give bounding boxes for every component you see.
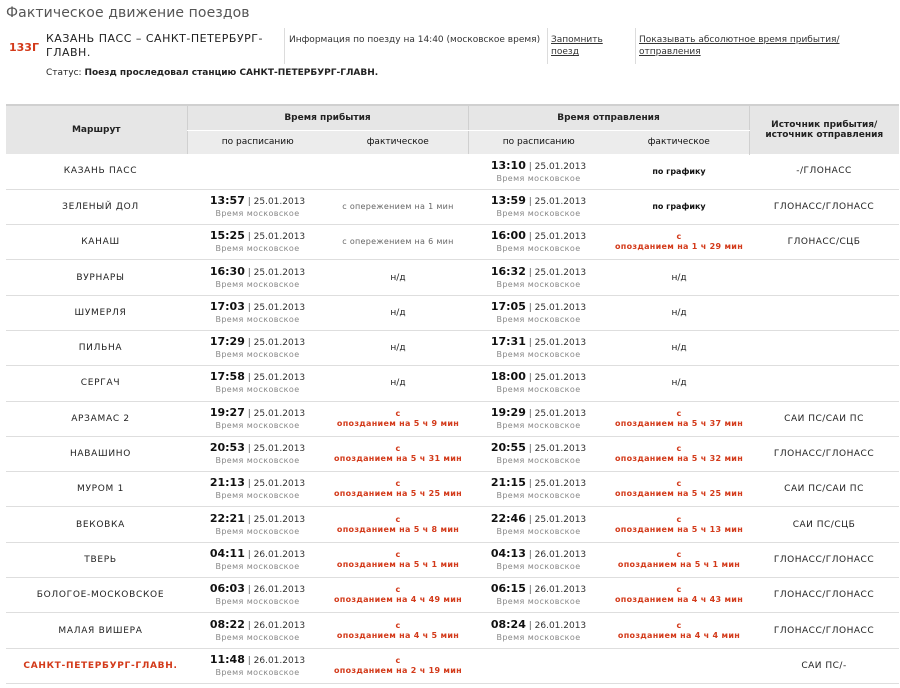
dep-scheduled-date: 25.01.2013 xyxy=(534,514,587,525)
dep-scheduled-cell xyxy=(468,330,609,365)
source-cell xyxy=(749,260,899,295)
arr-delay-value: опозданием на 5 ч 1 мин xyxy=(336,559,460,569)
status-label: Статус: xyxy=(46,68,82,78)
source-cell: ГЛОНАСС/ГЛОНАСС xyxy=(749,578,899,613)
source-cell: САИ ПС/- xyxy=(749,648,899,683)
dep-scheduled-cell xyxy=(468,366,609,401)
arr-actual-cell xyxy=(328,366,468,401)
dep-actual-cell xyxy=(609,295,749,330)
dep-delay-value: опозданием на 4 ч 4 мин xyxy=(617,630,741,640)
separator: | xyxy=(244,444,254,455)
arr-scheduled-date: 26.01.2013 xyxy=(253,655,306,666)
arr-scheduled-cell xyxy=(187,542,328,577)
dep-scheduled-cell xyxy=(468,225,609,260)
moscow-time-note: Время московское xyxy=(496,491,581,501)
station-name: ШУМЕРЛЯ xyxy=(6,295,187,330)
dep-scheduled-date: 25.01.2013 xyxy=(534,232,587,243)
station-name: ВУРНАРЫ xyxy=(6,260,187,295)
train-status xyxy=(46,68,378,78)
separator: | xyxy=(525,373,535,384)
dep-actual-cell xyxy=(609,401,749,436)
station-name: БОЛОГОЕ-МОСКОВСКОЕ xyxy=(6,578,187,613)
arr-delay-value: опозданием на 4 ч 5 мин xyxy=(336,630,460,640)
dep-scheduled-cell xyxy=(468,401,609,436)
moscow-time-note: Время московское xyxy=(496,279,581,289)
moscow-time-note: Время московское xyxy=(496,208,581,218)
table-row xyxy=(6,613,899,648)
arr-actual-cell xyxy=(328,260,468,295)
arr-scheduled-date: 26.01.2013 xyxy=(253,585,306,596)
dep-scheduled-time: 16:00 xyxy=(490,229,526,243)
dep-actual-cell xyxy=(609,189,749,224)
moscow-time-note: Время московское xyxy=(496,632,581,642)
dep-actual-cell xyxy=(609,542,749,577)
dep-scheduled-cell xyxy=(468,154,609,189)
moscow-time-note: Время московское xyxy=(215,456,300,466)
source-cell: САИ ПС/САИ ПС xyxy=(749,401,899,436)
train-header xyxy=(6,28,894,66)
dep-scheduled-date: 25.01.2013 xyxy=(534,444,587,455)
separator: | xyxy=(525,549,535,560)
arr-scheduled-cell xyxy=(187,578,328,613)
arr-delay-value: опозданием на 5 ч 8 мин xyxy=(336,524,460,534)
dep-scheduled-date: 25.01.2013 xyxy=(534,338,587,349)
dep-delay-prefix: с xyxy=(676,408,682,418)
dep-actual-status: по графику xyxy=(652,166,706,176)
separator: | xyxy=(525,267,535,278)
table-row xyxy=(6,436,899,471)
station-name: МАЛАЯ ВИШЕРА xyxy=(6,613,187,648)
dep-actual-status: н/д xyxy=(671,378,687,389)
dep-actual-cell xyxy=(609,225,749,260)
separator: | xyxy=(244,373,254,384)
dep-scheduled-cell xyxy=(468,578,609,613)
arr-scheduled-cell xyxy=(187,366,328,401)
arr-scheduled-cell xyxy=(187,401,328,436)
arr-scheduled-date: 25.01.2013 xyxy=(253,267,306,278)
separator: | xyxy=(244,585,254,596)
arr-scheduled-time: 15:25 xyxy=(209,229,245,243)
dep-scheduled-date: 26.01.2013 xyxy=(534,585,587,596)
arr-scheduled-date: 25.01.2013 xyxy=(253,196,306,207)
moscow-time-note: Время московское xyxy=(496,314,581,324)
separator: | xyxy=(244,302,254,313)
dep-scheduled-date: 25.01.2013 xyxy=(534,408,587,419)
moscow-time-note: Время московское xyxy=(215,597,300,607)
dep-scheduled-date: 25.01.2013 xyxy=(534,373,587,384)
dep-scheduled-time: 06:15 xyxy=(490,582,526,596)
separator: | xyxy=(525,479,535,490)
moscow-time-note: Время московское xyxy=(496,350,581,360)
dep-delay-prefix: с xyxy=(676,549,682,559)
arr-actual-cell xyxy=(328,154,468,189)
arrival-actual-header: фактическое xyxy=(328,130,468,154)
dep-actual-status: по графику xyxy=(652,201,706,211)
dep-scheduled-time: 20:55 xyxy=(490,441,526,455)
dep-delay-prefix: с xyxy=(676,479,682,489)
dep-scheduled-cell xyxy=(468,436,609,471)
moscow-time-note: Время московское xyxy=(496,420,581,430)
separator: | xyxy=(244,479,254,490)
arr-actual-cell xyxy=(328,578,468,613)
station-name: ТВЕРЬ xyxy=(6,542,187,577)
separator: | xyxy=(525,585,535,596)
arr-scheduled-date: 25.01.2013 xyxy=(253,408,306,419)
source-cell xyxy=(749,330,899,365)
separator: | xyxy=(525,196,535,207)
route-header: Маршрут xyxy=(6,105,187,154)
dep-scheduled-time: 13:59 xyxy=(490,193,526,207)
arr-scheduled-date: 25.01.2013 xyxy=(253,479,306,490)
status-value: Поезд проследовал станцию САНКТ-ПЕТЕРБУРГ-ГЛАВН. xyxy=(84,68,379,78)
arr-scheduled-cell xyxy=(187,436,328,471)
moscow-time-note: Время московское xyxy=(215,208,300,218)
dep-scheduled-time: 17:31 xyxy=(490,335,526,349)
table-row xyxy=(6,154,899,189)
station-name: ПИЛЬНА xyxy=(6,330,187,365)
dep-scheduled-date: 26.01.2013 xyxy=(534,549,587,560)
arr-scheduled-time: 17:03 xyxy=(209,299,245,313)
moscow-time-note: Время московское xyxy=(215,350,300,360)
dep-actual-cell xyxy=(609,366,749,401)
arr-scheduled-cell xyxy=(187,295,328,330)
arr-scheduled-time: 21:13 xyxy=(209,476,245,490)
source-cell xyxy=(749,366,899,401)
moscow-time-note: Время московское xyxy=(215,314,300,324)
arrival-scheduled-header: по расписанию xyxy=(187,130,328,154)
arr-actual-cell xyxy=(328,472,468,507)
train-number: 133Г xyxy=(9,41,39,54)
arr-scheduled-date: 25.01.2013 xyxy=(253,338,306,349)
dep-scheduled-time: 19:29 xyxy=(490,405,526,419)
header-divider xyxy=(284,28,285,64)
dep-scheduled-date: 25.01.2013 xyxy=(534,479,587,490)
table-row xyxy=(6,578,899,613)
dep-delay-value: опозданием на 4 ч 43 мин xyxy=(614,595,744,605)
separator: | xyxy=(244,196,254,207)
arr-scheduled-cell xyxy=(187,260,328,295)
departure-scheduled-header: по расписанию xyxy=(468,130,609,154)
arr-actual-status: н/д xyxy=(390,272,406,283)
dep-scheduled-cell xyxy=(468,613,609,648)
separator: | xyxy=(244,232,254,243)
moscow-time-note: Время московское xyxy=(215,491,300,501)
separator: | xyxy=(244,620,254,631)
header-divider xyxy=(635,28,636,64)
arr-actual-status: с опережением на 6 мин xyxy=(342,237,454,247)
station-name: КАНАШ xyxy=(6,225,187,260)
arr-scheduled-cell xyxy=(187,189,328,224)
separator: | xyxy=(525,338,535,349)
absolute-time-link[interactable]: Показывать абсолютное время прибытия/отправления xyxy=(639,35,840,57)
arr-actual-cell xyxy=(328,401,468,436)
arr-delay-prefix: с xyxy=(395,655,401,665)
source-header: Источник прибытия/ источник отправления xyxy=(749,105,899,154)
arr-scheduled-time: 06:03 xyxy=(209,582,245,596)
arr-scheduled-cell xyxy=(187,472,328,507)
dep-actual-cell xyxy=(609,472,749,507)
moscow-time-note: Время московское xyxy=(215,561,300,571)
dep-scheduled-cell xyxy=(468,260,609,295)
arr-scheduled-date: 25.01.2013 xyxy=(253,373,306,384)
moscow-time-note: Время московское xyxy=(496,526,581,536)
dep-delay-prefix: с xyxy=(676,444,682,454)
arrival-header: Время прибытия xyxy=(187,105,468,130)
arr-delay-prefix: с xyxy=(395,514,401,524)
dep-actual-cell xyxy=(609,613,749,648)
station-name: САНКТ-ПЕТЕРБУРГ-ГЛАВН. xyxy=(6,648,187,683)
arr-scheduled-cell xyxy=(187,225,328,260)
arr-scheduled-date: 26.01.2013 xyxy=(253,620,306,631)
station-name: МУРОМ 1 xyxy=(6,472,187,507)
dep-delay-prefix: с xyxy=(676,514,682,524)
dep-actual-cell xyxy=(609,507,749,542)
arr-actual-status: н/д xyxy=(390,307,406,318)
station-name: АРЗАМАС 2 xyxy=(6,401,187,436)
dep-delay-prefix: с xyxy=(676,620,682,630)
dep-scheduled-cell xyxy=(468,189,609,224)
moscow-time-note: Время московское xyxy=(215,632,300,642)
dep-scheduled-date: 25.01.2013 xyxy=(534,267,587,278)
table-row xyxy=(6,189,899,224)
station-name: ЗЕЛЕНЫЙ ДОЛ xyxy=(6,189,187,224)
schedule-table xyxy=(6,104,899,684)
arr-actual-cell xyxy=(328,225,468,260)
header-divider xyxy=(547,28,548,64)
moscow-time-note: Время московское xyxy=(496,597,581,607)
moscow-time-note: Время московское xyxy=(215,279,300,289)
dep-actual-cell xyxy=(609,578,749,613)
arr-actual-cell xyxy=(328,295,468,330)
arr-scheduled-cell xyxy=(187,330,328,365)
arr-scheduled-date: 25.01.2013 xyxy=(253,232,306,243)
arr-scheduled-date: 25.01.2013 xyxy=(253,302,306,313)
dep-delay-value: опозданием на 5 ч 13 мин xyxy=(614,524,744,534)
table-row xyxy=(6,472,899,507)
dep-scheduled-time: 22:46 xyxy=(490,511,526,525)
separator: | xyxy=(244,655,254,666)
arr-scheduled-date: 26.01.2013 xyxy=(253,549,306,560)
separator: | xyxy=(525,620,535,631)
table-row xyxy=(6,542,899,577)
source-cell: САИ ПС/САИ ПС xyxy=(749,472,899,507)
table-row xyxy=(6,507,899,542)
table-row xyxy=(6,225,899,260)
table-row xyxy=(6,260,899,295)
separator: | xyxy=(525,161,535,172)
source-cell: ГЛОНАСС/ГЛОНАСС xyxy=(749,613,899,648)
dep-delay-value: опозданием на 5 ч 37 мин xyxy=(614,418,744,428)
separator: | xyxy=(525,444,535,455)
dep-scheduled-time: 17:05 xyxy=(490,299,526,313)
arr-delay-value: опозданием на 5 ч 25 мин xyxy=(333,489,463,499)
arr-scheduled-cell xyxy=(187,648,328,683)
arr-scheduled-time: 08:22 xyxy=(209,617,245,631)
dep-actual-cell xyxy=(609,648,749,683)
dep-scheduled-date: 25.01.2013 xyxy=(534,302,587,313)
arr-actual-cell xyxy=(328,648,468,683)
dep-actual-cell xyxy=(609,436,749,471)
station-name: ВЕКОВКА xyxy=(6,507,187,542)
separator: | xyxy=(525,232,535,243)
moscow-time-note: Время московское xyxy=(215,244,300,254)
arr-delay-prefix: с xyxy=(395,408,401,418)
page-title: Фактическое движение поездов xyxy=(6,5,250,21)
arr-actual-cell xyxy=(328,436,468,471)
dep-actual-cell xyxy=(609,330,749,365)
dep-actual-status: н/д xyxy=(671,307,687,318)
dep-delay-value: опозданием на 5 ч 32 мин xyxy=(614,454,744,464)
station-name: КАЗАНЬ ПАСС xyxy=(6,154,187,189)
arr-scheduled-time: 22:21 xyxy=(209,511,245,525)
source-cell: ГЛОНАСС/ГЛОНАСС xyxy=(749,436,899,471)
arr-actual-cell xyxy=(328,613,468,648)
arr-actual-cell xyxy=(328,189,468,224)
dep-delay-value: опозданием на 5 ч 25 мин xyxy=(614,489,744,499)
dep-actual-cell xyxy=(609,154,749,189)
dep-scheduled-date: 25.01.2013 xyxy=(534,196,587,207)
moscow-time-note: Время московское xyxy=(496,244,581,254)
arr-scheduled-cell xyxy=(187,613,328,648)
source-cell: -/ГЛОНАСС xyxy=(749,154,899,189)
arr-scheduled-date: 25.01.2013 xyxy=(253,444,306,455)
arr-scheduled-cell xyxy=(187,154,328,189)
moscow-time-note: Время московское xyxy=(215,420,300,430)
dep-scheduled-date: 25.01.2013 xyxy=(534,161,587,172)
departure-header: Время отправления xyxy=(468,105,749,130)
table-row xyxy=(6,648,899,683)
separator: | xyxy=(525,408,535,419)
arr-delay-value: опозданием на 2 ч 19 мин xyxy=(333,665,463,675)
moscow-time-note: Время московское xyxy=(496,173,581,183)
arr-delay-value: опозданием на 4 ч 49 мин xyxy=(333,595,463,605)
train-route: КАЗАНЬ ПАСС – САНКТ-ПЕТЕРБУРГ-ГЛАВН. xyxy=(46,32,263,59)
departure-actual-header: фактическое xyxy=(609,130,749,154)
arr-scheduled-time: 04:11 xyxy=(209,546,245,560)
dep-delay-prefix: с xyxy=(676,585,682,595)
dep-scheduled-time: 16:32 xyxy=(490,264,526,278)
dep-actual-cell xyxy=(609,260,749,295)
arr-delay-prefix: с xyxy=(395,620,401,630)
dep-scheduled-time: 04:13 xyxy=(490,546,526,560)
arr-actual-status: н/д xyxy=(390,343,406,354)
dep-scheduled-time: 18:00 xyxy=(490,370,526,384)
arr-actual-cell xyxy=(328,330,468,365)
table-row xyxy=(6,401,899,436)
arr-actual-cell xyxy=(328,507,468,542)
dep-scheduled-cell xyxy=(468,295,609,330)
source-cell: ГЛОНАСС/ГЛОНАСС xyxy=(749,542,899,577)
dep-delay-value: опозданием на 5 ч 1 мин xyxy=(617,559,741,569)
arr-actual-status: с опережением на 1 мин xyxy=(342,201,454,211)
dep-scheduled-cell xyxy=(468,472,609,507)
remember-train-link[interactable]: Запомнить поезд xyxy=(551,35,603,57)
separator: | xyxy=(244,267,254,278)
separator: | xyxy=(244,514,254,525)
dep-delay-value: опозданием на 1 ч 29 мин xyxy=(614,242,744,252)
arr-delay-prefix: с xyxy=(395,549,401,559)
arr-scheduled-time: 20:53 xyxy=(209,441,245,455)
separator: | xyxy=(244,338,254,349)
moscow-time-note: Время московское xyxy=(496,456,581,466)
arr-scheduled-time: 19:27 xyxy=(209,405,245,419)
arr-actual-cell xyxy=(328,542,468,577)
table-row xyxy=(6,295,899,330)
dep-scheduled-cell xyxy=(468,507,609,542)
arr-delay-value: опозданием на 5 ч 9 мин xyxy=(336,418,460,428)
arr-delay-prefix: с xyxy=(395,585,401,595)
arr-scheduled-time: 17:58 xyxy=(209,370,245,384)
arr-delay-prefix: с xyxy=(395,444,401,454)
dep-actual-status: н/д xyxy=(671,343,687,354)
arr-scheduled-cell xyxy=(187,507,328,542)
separator: | xyxy=(525,514,535,525)
moscow-time-note: Время московское xyxy=(496,385,581,395)
arr-delay-prefix: с xyxy=(395,479,401,489)
dep-delay-prefix: с xyxy=(676,232,682,242)
dep-actual-status: н/д xyxy=(671,272,687,283)
source-cell: САИ ПС/СЦБ xyxy=(749,507,899,542)
train-info-time: Информация по поезду на 14:40 (московское время) xyxy=(289,35,541,45)
source-cell: ГЛОНАСС/ГЛОНАСС xyxy=(749,189,899,224)
moscow-time-note: Время московское xyxy=(215,526,300,536)
separator: | xyxy=(244,408,254,419)
dep-scheduled-cell xyxy=(468,648,609,683)
arr-scheduled-time: 16:30 xyxy=(209,264,245,278)
arr-delay-value: опозданием на 5 ч 31 мин xyxy=(333,454,463,464)
dep-scheduled-time: 13:10 xyxy=(490,158,526,172)
arr-scheduled-time: 11:48 xyxy=(209,652,245,666)
arr-scheduled-time: 13:57 xyxy=(209,193,245,207)
source-cell xyxy=(749,295,899,330)
arr-scheduled-date: 25.01.2013 xyxy=(253,514,306,525)
dep-scheduled-time: 21:15 xyxy=(490,476,526,490)
arr-scheduled-time: 17:29 xyxy=(209,335,245,349)
dep-scheduled-time: 08:24 xyxy=(490,617,526,631)
station-name: СЕРГАЧ xyxy=(6,366,187,401)
station-name: НАВАШИНО xyxy=(6,436,187,471)
dep-scheduled-cell xyxy=(468,542,609,577)
moscow-time-note: Время московское xyxy=(215,385,300,395)
moscow-time-note: Время московское xyxy=(496,561,581,571)
table-row xyxy=(6,330,899,365)
source-cell: ГЛОНАСС/СЦБ xyxy=(749,225,899,260)
arr-actual-status: н/д xyxy=(390,378,406,389)
moscow-time-note: Время московское xyxy=(215,667,300,677)
separator: | xyxy=(244,549,254,560)
separator: | xyxy=(525,302,535,313)
table-row xyxy=(6,366,899,401)
dep-scheduled-date: 26.01.2013 xyxy=(534,620,587,631)
